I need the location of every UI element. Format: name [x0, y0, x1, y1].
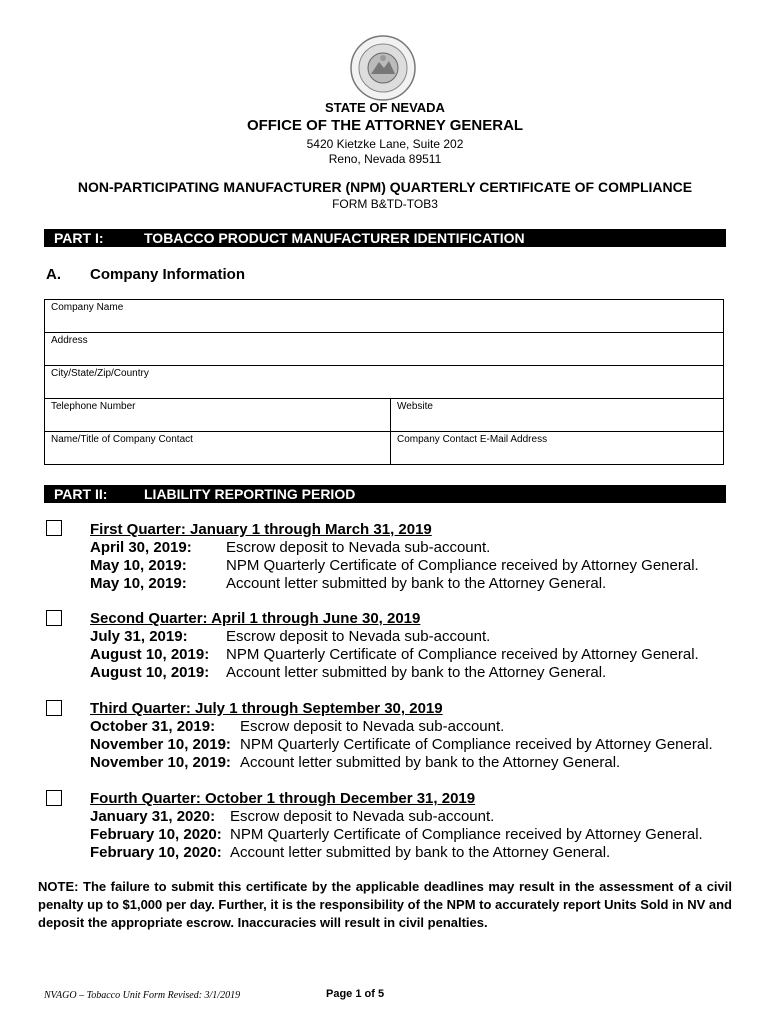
q1-checkbox[interactable]: [46, 520, 62, 536]
q3-line-2-date: November 10, 2019:: [90, 736, 231, 753]
q3-line-3-text: Account letter submitted by bank to the Attorney General.: [240, 754, 621, 771]
column-divider: [390, 399, 391, 431]
q2-heading: Second Quarter: April 1 through June 30, 2019: [90, 610, 421, 627]
q2-line-2-date: August 10, 2019:: [90, 646, 210, 663]
q1-line-2-date: May 10, 2019:: [90, 557, 187, 574]
attorney-general-seal: [349, 34, 417, 102]
q1-line-2: [90, 557, 699, 574]
q1-heading: First Quarter: January 1 through March 31, 2019: [90, 521, 432, 538]
q3-line-3-date: November 10, 2019:: [90, 754, 231, 771]
city-label: City/State/Zip/Country: [51, 368, 149, 379]
form-title: NON-PARTICIPATING MANUFACTURER (NPM) QUARTERLY CERTIFICATE OF COMPLIANCE: [77, 179, 693, 195]
q4-line-2-text: NPM Quarterly Certificate of Compliance received by Attorney General.: [230, 826, 703, 843]
part-1-title: TOBACCO PRODUCT MANUFACTURER IDENTIFICATION: [144, 230, 525, 246]
q3-line-2-text: NPM Quarterly Certificate of Compliance received by Attorney General.: [240, 736, 713, 753]
q3-line-1-text: Escrow deposit to Nevada sub-account.: [240, 718, 505, 735]
q4-line-3-date: February 10, 2020:: [90, 844, 222, 861]
q2-line-1-date: July 31, 2019:: [90, 628, 188, 645]
company-name-field[interactable]: [45, 300, 723, 333]
q2-line-3-date: August 10, 2019:: [90, 664, 210, 681]
q4-line-3-text: Account letter submitted by bank to the Attorney General.: [230, 844, 611, 861]
q2-line-2: [90, 646, 699, 663]
q1-line-3-date: May 10, 2019:: [90, 575, 187, 592]
q2-line-3-text: Account letter submitted by bank to the Attorney General.: [226, 664, 607, 681]
address-field[interactable]: [45, 333, 723, 366]
part-2-number: PART II:: [54, 486, 108, 502]
q3-checkbox[interactable]: [46, 700, 62, 716]
part-1-number: PART I:: [54, 230, 104, 246]
q1-line-1: [90, 539, 491, 556]
q4-checkbox[interactable]: [46, 790, 62, 806]
address-line-1: 5420 Kietzke Lane, Suite 202: [306, 137, 464, 151]
address-label: Address: [51, 335, 88, 346]
telephone-label: Telephone Number: [51, 401, 136, 412]
state-name: STATE OF NEVADA: [325, 100, 445, 115]
q3-line-3: [90, 754, 621, 771]
city-field[interactable]: [45, 366, 723, 399]
company-name-label: Company Name: [51, 302, 124, 313]
q4-line-1-date: January 31, 2020:: [90, 808, 216, 825]
page-number: Page 1 of 5: [326, 988, 385, 1000]
address-line-2: Reno, Nevada 89511: [328, 152, 442, 166]
q1-line-1-text: Escrow deposit to Nevada sub-account.: [226, 539, 491, 556]
q3-line-2: [90, 736, 713, 753]
q1-line-3-text: Account letter submitted by bank to the Attorney General.: [226, 575, 607, 592]
form-number: FORM B&TD-TOB3: [332, 197, 438, 211]
q2-line-1-text: Escrow deposit to Nevada sub-account.: [226, 628, 491, 645]
part-2-title: LIABILITY REPORTING PERIOD: [144, 486, 356, 502]
part-2-header: [44, 485, 726, 503]
company-info-table: [44, 299, 724, 465]
q3-line-1: [90, 718, 505, 735]
q1-line-2-text: NPM Quarterly Certificate of Compliance received by Attorney General.: [226, 557, 699, 574]
contact-email-label: Company Contact E-Mail Address: [397, 434, 548, 445]
office-name: OFFICE OF THE ATTORNEY GENERAL: [246, 117, 524, 134]
section-a-letter: A.: [46, 266, 61, 283]
q4-heading: Fourth Quarter: October 1 through December 31, 2019: [90, 790, 476, 807]
q2-line-1: [90, 628, 491, 645]
q1-line-1-date: April 30, 2019:: [90, 539, 192, 556]
form-revision: NVAGO – Tobacco Unit Form Revised: 3/1/2019: [44, 990, 241, 1001]
contact-name-label: Name/Title of Company Contact: [51, 434, 193, 445]
phone-website-row: [45, 399, 723, 432]
part-1-header: [44, 229, 726, 247]
website-label: Website: [397, 401, 433, 412]
q4-line-2-date: February 10, 2020:: [90, 826, 222, 843]
section-a-title: Company Information: [90, 266, 246, 283]
contact-row: [45, 432, 723, 465]
column-divider: [390, 432, 391, 465]
q4-line-1: [90, 808, 495, 825]
penalty-note: NOTE: The failure to submit this certificate by the applicable deadlines may result in the assessment of a civil penalty up to $1,000 per day. Further, it is the responsibility of the NPM to accurately report Units Sold in NV and deposit the appropriate escrow. Inaccuracies will result in civil penalties.: [38, 879, 732, 930]
q2-line-3: [90, 664, 607, 681]
q3-heading: Third Quarter: July 1 through September 30, 2019: [90, 700, 443, 717]
q2-line-2-text: NPM Quarterly Certificate of Compliance received by Attorney General.: [226, 646, 699, 663]
q4-line-1-text: Escrow deposit to Nevada sub-account.: [230, 808, 495, 825]
q4-line-3: [90, 844, 611, 861]
q1-line-3: [90, 575, 607, 592]
q4-line-2: [90, 826, 703, 843]
q2-checkbox[interactable]: [46, 610, 62, 626]
q3-line-1-date: October 31, 2019:: [90, 718, 216, 735]
